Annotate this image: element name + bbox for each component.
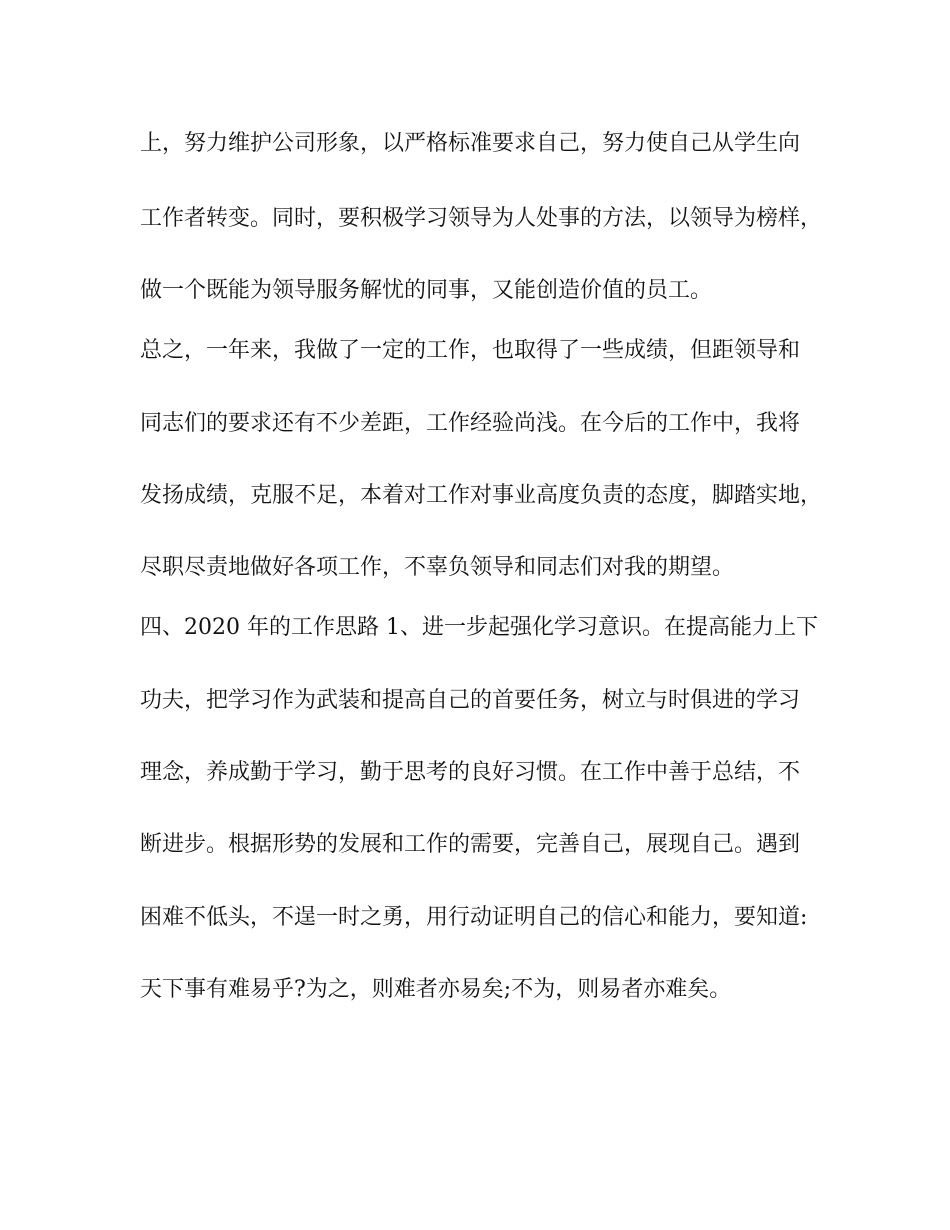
text-line: 天下事有难易乎?为之，则难者亦易矣;不为，则易者亦难矣。 [140,977,732,1002]
text-line: 尽职尽责地做好各项工作，不辜负领导和同志们对我的期望。 [140,555,735,580]
text-line: 理念，养成勤于学习，勤于思考的良好习惯。在工作中善于总结，不 [140,760,801,785]
text-line: 总之，一年来，我做了一定的工作，也取得了一些成绩，但距领导和 [140,338,801,363]
text-line: 四、2020 年的工作思路 1、进一步起强化学习意识。在提高能力上下 [140,615,818,640]
text-line: 发扬成绩，克服不足，本着对工作对事业高度负责的态度，脚踏实地， [140,483,823,508]
text-line: 上，努力维护公司形象，以严格标准要求自己，努力使自己从学生向 [140,131,801,156]
text-line: 断进步。根据形势的发展和工作的需要，完善自己，展现自己。遇到 [140,832,801,857]
text-line: 同志们的要求还有不少差距，工作经验尚浅。在今后的工作中，我将 [140,411,801,436]
text-line: 功夫，把学习作为武装和提高自己的首要任务，树立与时俱进的学习 [140,688,801,713]
text-line: 困难不低头，不逞一时之勇，用行动证明自己的信心和能力，要知道: [140,905,808,930]
text-line: 做一个既能为领导服务解忧的同事，又能创造价值的员工。 [140,278,713,303]
text-line: 工作者转变。同时，要积极学习领导为人处事的方法，以领导为榜样， [140,206,823,231]
